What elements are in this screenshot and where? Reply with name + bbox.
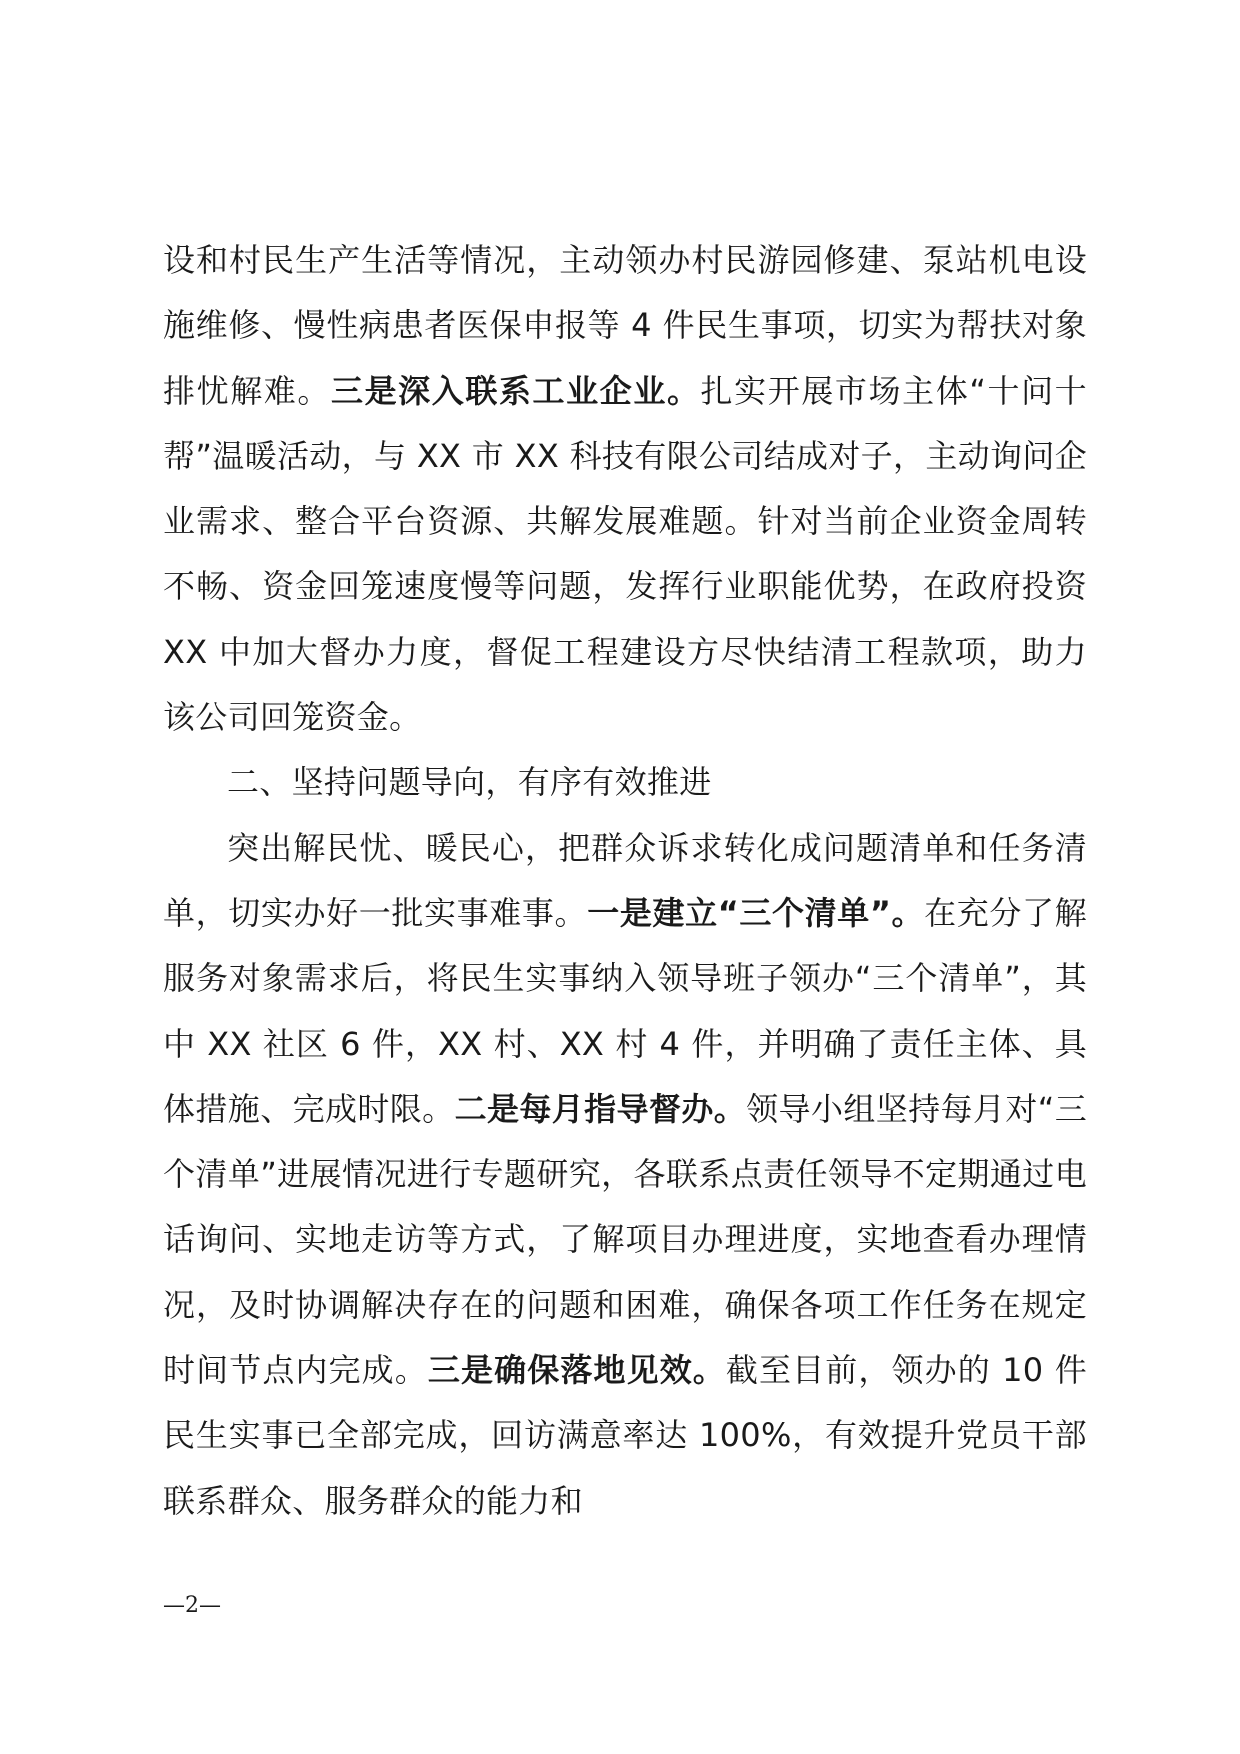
paragraph-1-text-1: 设和村民生产生活等情况，主动领办村民游园修建、泵站机电设施维修、慢性病患者医保申报等 4 件民生事项，切实为帮扶对象排忧解难。 xyxy=(163,241,1087,410)
paragraph-3-text-2: 在充分了解服务对象需求后，将民生实事纳入领导班子领办“三个清单”，其中 XX 社区 6 件，XX 村、XX 村 4 件，并明确了责任主体、具体措施、完成时限。 xyxy=(163,893,1087,1128)
paragraph-3-text-4: 截至目前，领办的 10 件民生实事已全部完成，回访满意率达 100%，有效提升党员干部联系群众、服务群众的能力和 xyxy=(163,1351,1088,1520)
paragraph-3-text-3: 领导小组坚持每月对“三个清单”进展情况进行专题研究，各联系点责任领导不定期通过电话询问、实地走访等方式，了解项目办理进度，实地查看办理情况，及时协调解决存在的问题和困难，确保各项工作任务在规定时间节点内完成。 xyxy=(163,1089,1088,1390)
paragraph-1-text-2: 扎实开展市场主体“十问十帮”温暖活动，与 XX 市 XX 科技有限公司结成对子，主动询问企业需求、整合平台资源、共解发展难题。针对当前企业资金周转不畅、资金回笼速度慢等问题，发挥行业职能优势，在政府投资 XX 中加大督办力度，督促工程建设方尽快结清工程款项，助力该公司回笼资金。 xyxy=(163,371,1087,737)
paragraph-3-bold-heading-2: 二是每月指导督办。 xyxy=(454,1089,747,1128)
page-number: —2— xyxy=(163,1593,221,1618)
paragraph-1-bold-heading-3: 三是深入联系工业企业。 xyxy=(330,371,701,410)
document-body xyxy=(163,228,1087,1534)
paragraph-3-bold-heading-1: 一是建立“三个清单”。 xyxy=(587,893,925,932)
paragraph-3 xyxy=(163,816,1087,1534)
paragraph-1 xyxy=(163,228,1087,750)
paragraph-3-bold-heading-3: 三是确保落地见效。 xyxy=(427,1351,726,1390)
section-heading-2-text: 二、坚持问题导向，有序有效推进 xyxy=(227,763,712,802)
section-heading-2 xyxy=(163,750,1087,815)
paragraph-3-text-1: 突出解民忧、暖民心，把群众诉求转化成问题清单和任务清单，切实办好一批实事难事。 xyxy=(163,828,1087,932)
